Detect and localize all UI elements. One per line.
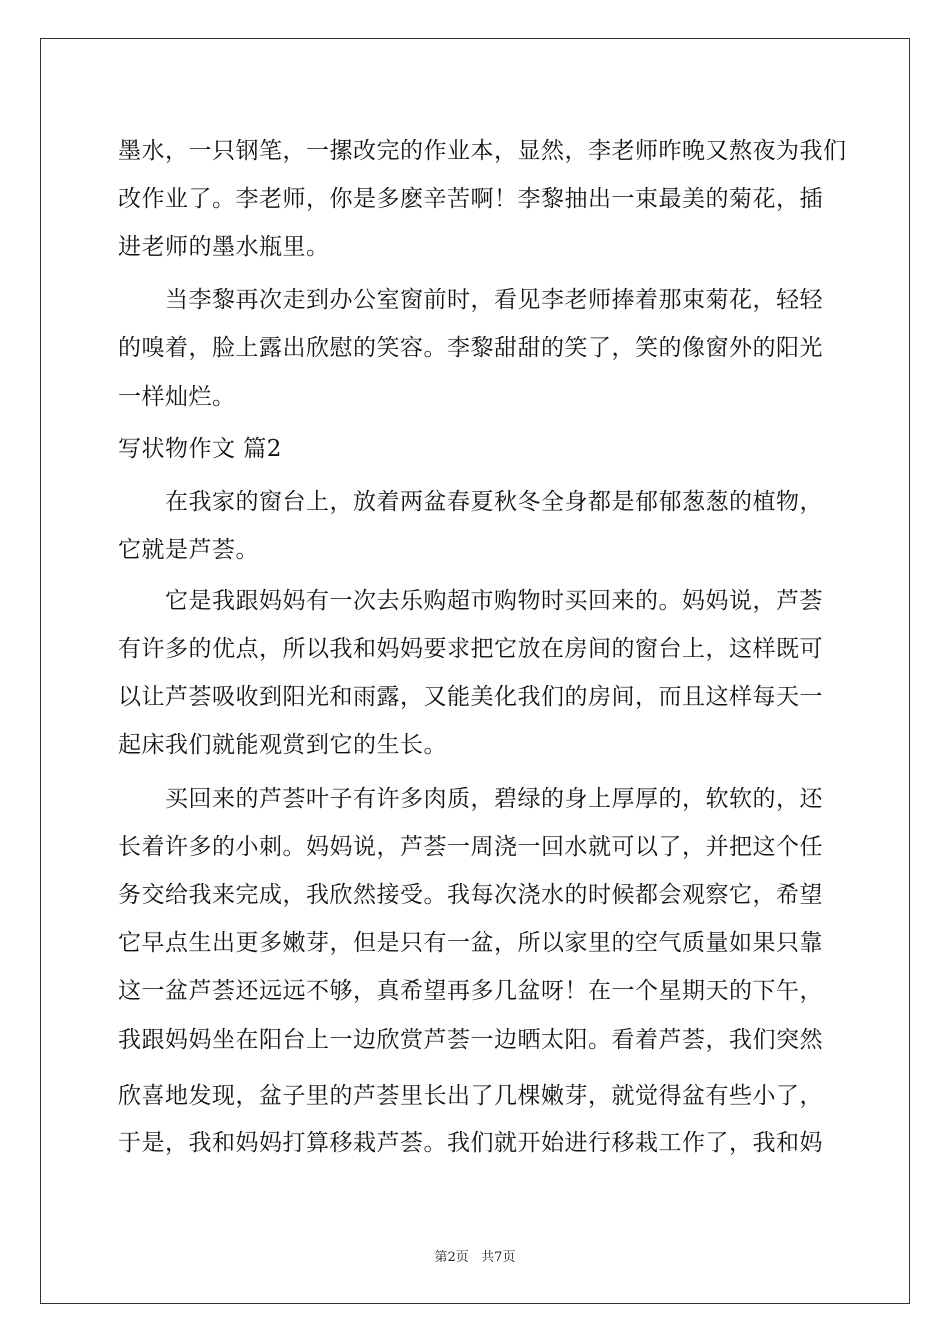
text-line: 这一盆芦荟还远远不够，真希望再多几盆呀！在一个星期天的下午， xyxy=(118,978,823,1004)
text-line: 我跟妈妈坐在阳台上一边欣赏芦荟一边晒太阳。看着芦荟，我们突然 xyxy=(118,1027,823,1053)
text-line: 改作业了。李老师，你是多麽辛苦啊！李黎抽出一束最美的菊花，插 xyxy=(118,186,823,212)
section-heading: 写状物作文 篇2 xyxy=(118,436,282,462)
text-line: 务交给我来完成，我欣然接受。我每次浇水的时候都会观察它，希望 xyxy=(118,882,823,908)
page-border xyxy=(40,38,910,1304)
paragraph-start-line: 买回来的芦荟叶子有许多肉质，碧绿的身上厚厚的，软软的，还 xyxy=(165,786,823,812)
text-line: 墨水，一只钢笔，一摞改完的作业本，显然，李老师昨晚又熬夜为我们 xyxy=(118,138,847,164)
text-line: 有许多的优点，所以我和妈妈要求把它放在房间的窗台上，这样既可 xyxy=(118,636,823,662)
paragraph-start-line: 当李黎再次走到办公室窗前时，看见李老师捧着那束菊花，轻轻 xyxy=(165,287,823,313)
text-line: 它就是芦荟。 xyxy=(118,537,259,563)
page-number: 第2页 共7页 xyxy=(434,1250,516,1265)
paragraph-start-line: 它是我跟妈妈有一次去乐购超市购物时买回来的。妈妈说，芦荟 xyxy=(165,588,823,614)
text-line: 以让芦荟吸收到阳光和雨露，又能美化我们的房间，而且这样每天一 xyxy=(118,684,823,710)
text-line: 它早点生出更多嫩芽，但是只有一盆，所以家里的空气质量如果只靠 xyxy=(118,930,823,956)
text-line: 欣喜地发现，盆子里的芦荟里长出了几棵嫩芽，就觉得盆有些小了， xyxy=(118,1083,823,1109)
text-line: 一样灿烂。 xyxy=(118,384,236,410)
text-line: 进老师的墨水瓶里。 xyxy=(118,234,330,260)
text-line: 长着许多的小刺。妈妈说，芦荟一周浇一回水就可以了，并把这个任 xyxy=(118,834,823,860)
text-line: 于是，我和妈妈打算移栽芦荟。我们就开始进行移栽工作了，我和妈 xyxy=(118,1130,823,1156)
text-line: 起床我们就能观赏到它的生长。 xyxy=(118,732,447,758)
text-line: 的嗅着，脸上露出欣慰的笑容。李黎甜甜的笑了，笑的像窗外的阳光 xyxy=(118,335,823,361)
paragraph-start-line: 在我家的窗台上，放着两盆春夏秋冬全身都是郁郁葱葱的植物， xyxy=(165,489,823,515)
